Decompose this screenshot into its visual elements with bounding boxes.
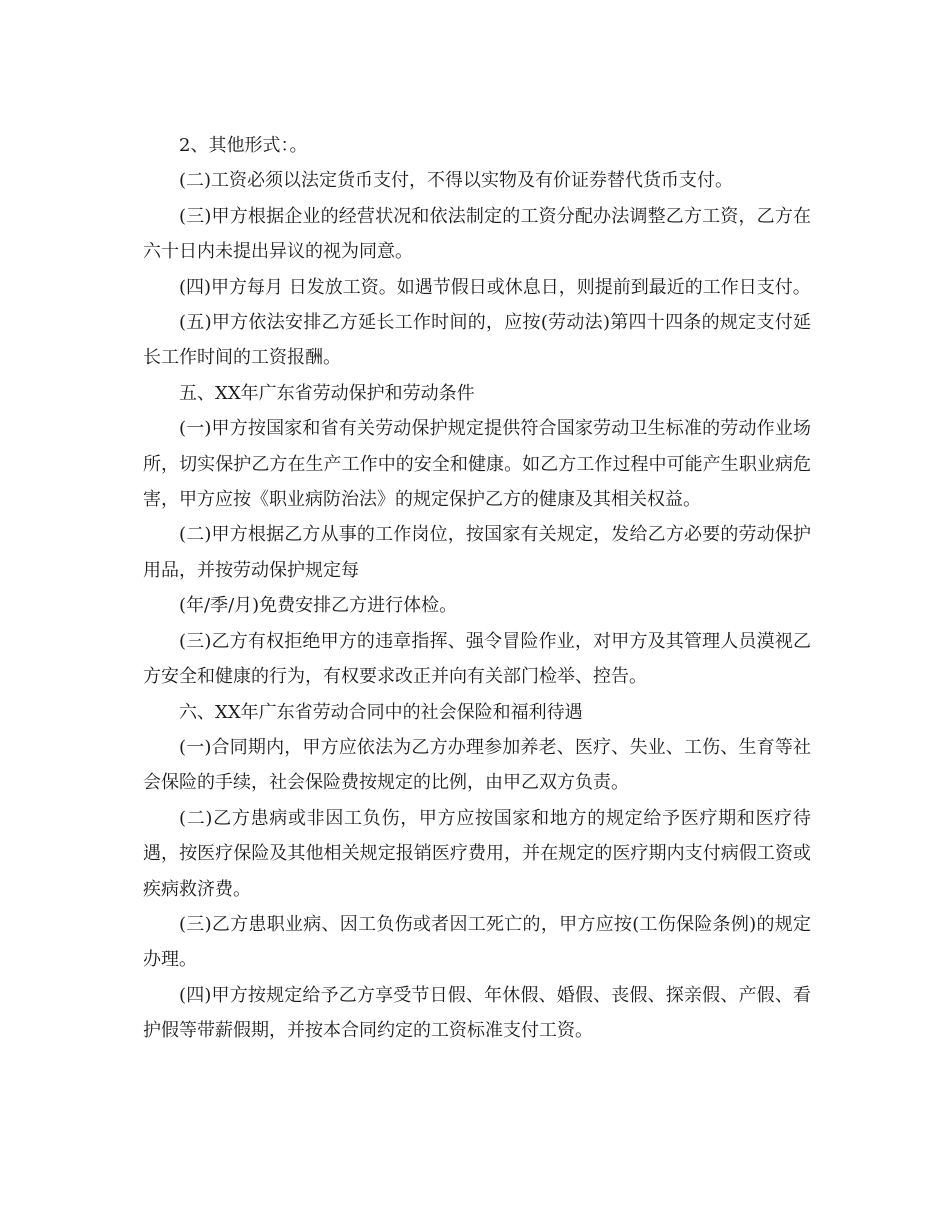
paragraph-occupational-injury: (三)乙方患职业病、因工负伤或者因工死亡的，甲方应按(工伤保险条例)的规定办理。 xyxy=(143,913,811,971)
section-heading-labor-protection: 五、XX年广东省劳动保护和劳动条件 xyxy=(179,382,475,404)
section-heading-social-insurance: 六、XX年广东省劳动合同中的社会保险和福利待遇 xyxy=(179,701,583,723)
paragraph-health-checkup: (年/季/月)免费安排乙方进行体检。 xyxy=(179,595,458,617)
paragraph-other-forms: 2、其他形式：。 xyxy=(179,135,308,156)
paragraph-pay-day: (四)甲方每月 日发放工资。如遇节假日或休息日，则提前到最近的工作日支付。 xyxy=(179,276,811,298)
paragraph-paid-leave: (四)甲方按规定给予乙方享受节日假、年休假、婚假、丧假、探亲假、产假、看护假等带薪假期，并按本合同约定的工资标准支付工资。 xyxy=(143,984,811,1042)
paragraph-wage-currency: (二)工资必须以法定货币支付，不得以实物及有价证券替代货币支付。 xyxy=(179,170,734,192)
paragraph-workplace-safety: (一)甲方按国家和省有关劳动保护规定提供符合国家劳动卫生标准的劳动作业场所，切实保护乙方在生产工作中的安全和健康。如乙方工作过程中可能产生职业病危害，甲方应按《职业病防治法》的规定保护乙方的健康及其相关权益。 xyxy=(143,418,811,511)
paragraph-refuse-unsafe-orders: (三)乙方有权拒绝甲方的违章指挥、强令冒险作业，对甲方及其管理人员漠视乙方安全和健康的行为，有权要求改正并向有关部门检举、控告。 xyxy=(143,630,811,688)
document-body xyxy=(143,128,811,1049)
paragraph-sick-leave: (二)乙方患病或非因工负伤，甲方应按国家和地方的规定给予医疗期和医疗待遇，按医疗保险及其他相关规定报销医疗费用，并在规定的医疗期内支付病假工资或疾病救济费。 xyxy=(143,807,811,900)
paragraph-protective-equipment: (二)甲方根据乙方从事的工作岗位，按国家有关规定，发给乙方必要的劳动保护用品，并按劳动保护规定每 xyxy=(143,524,811,581)
paragraph-wage-adjustment: (三)甲方根据企业的经营状况和依法制定的工资分配办法调整乙方工资，乙方在六十日内未提出异议的视为同意。 xyxy=(143,205,811,263)
paragraph-insurance-enrollment: (一)合同期内，甲方应依法为乙方办理参加养老、医疗、失业、工伤、生育等社会保险的手续，社会保险费按规定的比例，由甲乙双方负责。 xyxy=(143,736,811,794)
paragraph-overtime-pay: (五)甲方依法安排乙方延长工作时间的，应按(劳动法)第四十四条的规定支付延长工作时间的工资报酬。 xyxy=(143,312,811,369)
